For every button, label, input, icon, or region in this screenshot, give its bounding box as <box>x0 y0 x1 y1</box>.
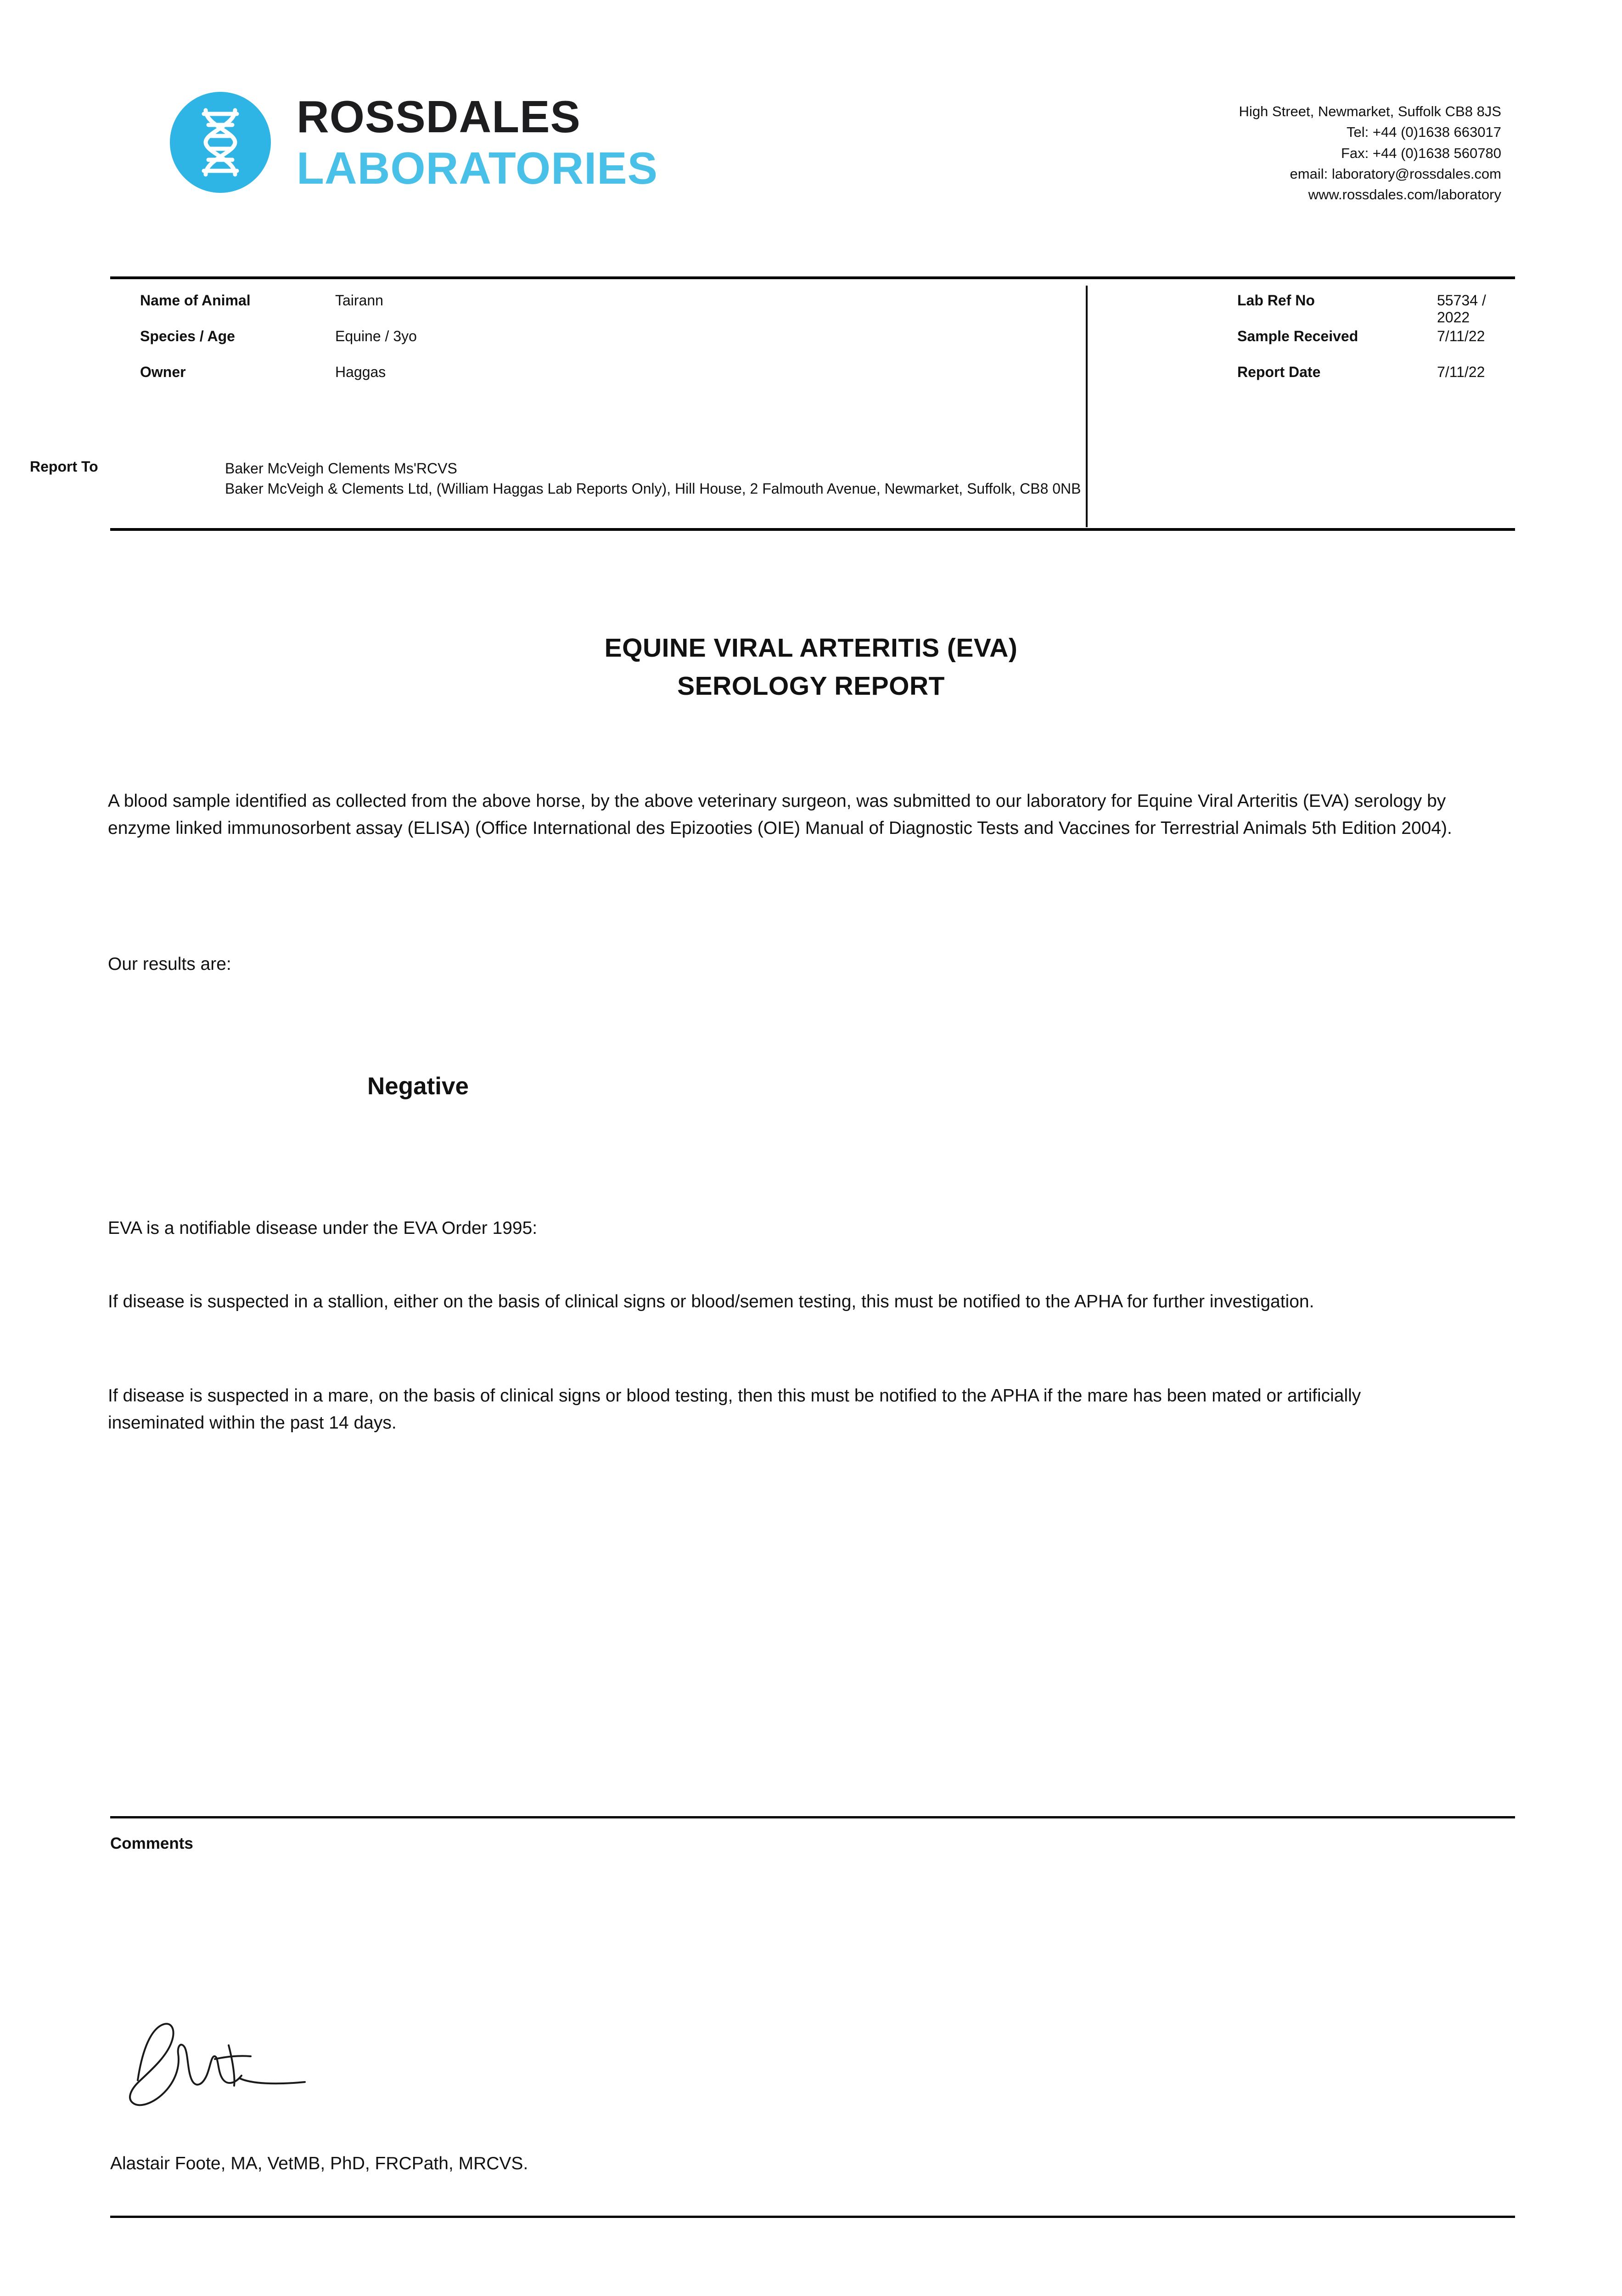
contact-email: email: laboratory@rossdales.com <box>1290 165 1501 182</box>
divider-bottom <box>110 2216 1515 2218</box>
contact-details <box>1239 101 1501 205</box>
handwritten-signature <box>119 2011 487 2131</box>
label-species-age: Species / Age <box>140 328 235 344</box>
label-name-of-animal: Name of Animal <box>140 292 251 309</box>
mare-statement: If disease is suspected in a mare, on the basis of clinical signs or blood testing, then this must be notified to the APHA if the mare has been mated or artificially inseminated within the past 14 days. <box>108 1386 1361 1433</box>
value-owner: Haggas <box>335 364 386 380</box>
divider-details-bottom <box>110 528 1515 531</box>
value-name-of-animal: Tairann <box>335 292 383 309</box>
page-title <box>0 629 1622 705</box>
contact-address: High Street, Newmarket, Suffolk CB8 8JS <box>1239 103 1501 119</box>
label-report-to: Report To <box>30 458 98 475</box>
comments-label: Comments <box>110 1835 193 1852</box>
dna-helix-icon <box>170 92 271 193</box>
results-lead: Our results are: <box>108 954 231 974</box>
signatory-name: Alastair Foote, MA, VetMB, PhD, FRCPath, MRCVS. <box>110 2154 528 2173</box>
table-row <box>110 285 1515 326</box>
page-title-line1: EQUINE VIRAL ARTERITIS (EVA) <box>604 633 1018 663</box>
notifiable-statement: EVA is a notifiable disease under the EVA Order 1995: <box>108 1218 538 1238</box>
divider-top <box>110 276 1515 279</box>
table-row <box>110 321 1515 356</box>
value-report-date: 7/11/22 <box>1437 364 1485 380</box>
result-value: Negative <box>367 1073 469 1100</box>
intro-paragraph: A blood sample identified as collected from the above horse, by the above veterinary surgeon, was submitted to our laboratory for Equine Viral Arteritis (EVA) serology by enzyme linked immunosorbent assay (ELISA) (Office International des Epizooties (OIE) Manual of Diagnostic Tests and Vaccines for Terrestrial Animals 5th Edition 2004). <box>108 791 1452 838</box>
label-owner: Owner <box>140 364 186 380</box>
report-to-line1: Baker McVeigh Clements Ms'RCVS <box>225 460 457 477</box>
label-sample-received: Sample Received <box>1237 328 1358 344</box>
report-to-line2: Baker McVeigh & Clements Ltd, (William Haggas Lab Reports Only), Hill House, 2 Falmouth Avenue, Newmarket, Suffolk, CB8 0NB <box>225 480 1081 497</box>
divider-comments <box>110 1816 1515 1818</box>
rossdales-logo <box>170 92 658 193</box>
contact-fax: Fax: +44 (0)1638 560780 <box>1341 145 1501 161</box>
label-report-date: Report Date <box>1237 364 1321 380</box>
value-species-age: Equine / 3yo <box>335 328 417 344</box>
document-header <box>110 92 1515 230</box>
contact-tel: Tel: +44 (0)1638 663017 <box>1347 124 1501 141</box>
value-sample-received: 7/11/22 <box>1437 328 1485 344</box>
logo-text-line2: LABORATORIES <box>297 143 658 193</box>
stallion-statement: If disease is suspected in a stallion, either on the basis of clinical signs or blood/semen testing, this must be notified to the APHA for further investigation. <box>108 1292 1314 1311</box>
contact-website: www.rossdales.com/laboratory <box>1308 186 1501 203</box>
table-row <box>110 356 1515 392</box>
logo-text-line1: ROSSDALES <box>297 91 581 142</box>
details-table <box>110 285 1515 392</box>
label-lab-ref-no: Lab Ref No <box>1237 292 1315 309</box>
value-report-to <box>225 458 1400 499</box>
page-title-line2: SEROLOGY REPORT <box>677 671 945 701</box>
value-lab-ref-no: 55734 / 2022 <box>1437 292 1486 326</box>
